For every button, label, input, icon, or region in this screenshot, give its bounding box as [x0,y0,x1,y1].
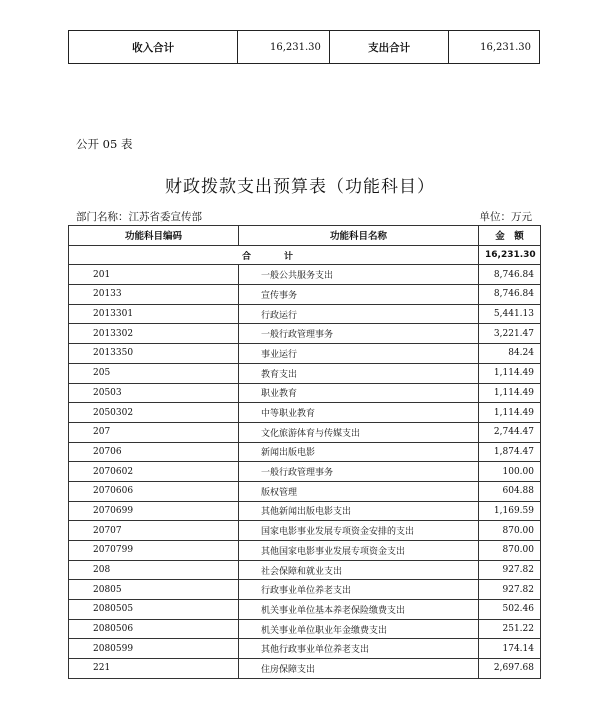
table-row [69,422,541,442]
total-label: 合 计 [69,245,479,265]
row-amount: 927.82 [479,560,541,580]
row-amount: 8,746.84 [479,265,541,285]
row-code: 207 [69,422,239,442]
row-name: 其他行政事业单位养老支出 [239,639,479,659]
row-code: 2013301 [69,304,239,324]
row-code: 20805 [69,580,239,600]
row-amount: 174.14 [479,639,541,659]
table-row [69,442,541,462]
row-code: 20706 [69,442,239,462]
row-name: 一般行政管理事务 [239,324,479,344]
total-amount: 16,231.30 [479,245,541,265]
row-name: 行政事业单位养老支出 [239,580,479,600]
row-code: 2080506 [69,619,239,639]
row-amount: 2,744.47 [479,422,541,442]
table-row [69,344,541,364]
header-name: 功能科目名称 [239,226,479,246]
summary-table [68,30,540,64]
table-row [69,600,541,620]
row-code: 20707 [69,521,239,541]
row-amount: 3,221.47 [479,324,541,344]
row-code: 2070699 [69,501,239,521]
row-name: 一般行政管理事务 [239,462,479,482]
row-amount: 5,441.13 [479,304,541,324]
table-row [69,619,541,639]
table-row [69,501,541,521]
row-amount: 1,114.49 [479,363,541,383]
row-code: 201 [69,265,239,285]
row-amount: 1,114.49 [479,383,541,403]
row-name: 其他新闻出版电影支出 [239,501,479,521]
expense-total-label: 支出合计 [330,31,449,63]
row-name: 版权管理 [239,481,479,501]
row-name: 宣传事务 [239,285,479,305]
table-row [69,639,541,659]
row-code: 20503 [69,383,239,403]
expense-total-value: 16,231.30 [480,41,531,53]
row-name: 国家电影事业发展专项资金安排的支出 [239,521,479,541]
table-row [69,462,541,482]
unit-label: 单位：万元 [479,211,532,223]
table-row [69,383,541,403]
row-code: 2080505 [69,600,239,620]
row-amount: 251.22 [479,619,541,639]
row-amount: 502.46 [479,600,541,620]
row-name: 社会保障和就业支出 [239,560,479,580]
table-row [69,560,541,580]
total-row [69,245,541,265]
table-row [69,363,541,383]
row-amount: 1,169.59 [479,501,541,521]
row-name: 机关事业单位职业年金缴费支出 [239,619,479,639]
table-row [69,521,541,541]
row-name: 住房保障支出 [239,659,479,679]
row-code: 2013350 [69,344,239,364]
table-row [69,265,541,285]
row-name: 职业教育 [239,383,479,403]
row-name: 教育支出 [239,363,479,383]
income-total-value: 16,231.30 [238,31,330,63]
page-title: 财政拨款支出预算表（功能科目） [165,177,435,197]
header-code: 功能科目编码 [69,226,239,246]
row-name: 一般公共服务支出 [239,265,479,285]
row-code: 20133 [69,285,239,305]
row-amount: 927.82 [479,580,541,600]
table-row [69,324,541,344]
table-row [69,285,541,305]
table-row [69,481,541,501]
row-amount: 2,697.68 [479,659,541,679]
header-row [69,226,541,246]
row-code: 2050302 [69,403,239,423]
income-total-label: 收入合计 [69,31,238,63]
row-code: 2070799 [69,541,239,561]
row-code: 2013302 [69,324,239,344]
row-code: 208 [69,560,239,580]
header-amount: 金 额 [479,226,541,246]
table-code: 公开 05 表 [76,137,133,151]
row-code: 2080599 [69,639,239,659]
row-code: 221 [69,659,239,679]
table-row [69,580,541,600]
row-amount: 8,746.84 [479,285,541,305]
department-name: 部门名称：江苏省委宣传部 [76,211,202,223]
row-code: 2070602 [69,462,239,482]
row-name: 文化旅游体育与传媒支出 [239,422,479,442]
row-amount: 870.00 [479,541,541,561]
row-name: 中等职业教育 [239,403,479,423]
row-amount: 84.24 [479,344,541,364]
row-code: 205 [69,363,239,383]
table-row [69,659,541,679]
row-name: 其他国家电影事业发展专项资金支出 [239,541,479,561]
row-amount: 870.00 [479,521,541,541]
row-name: 行政运行 [239,304,479,324]
row-code: 2070606 [69,481,239,501]
row-name: 事业运行 [239,344,479,364]
row-amount: 604.88 [479,481,541,501]
row-amount: 1,114.49 [479,403,541,423]
budget-table [68,225,541,679]
table-row [69,304,541,324]
row-amount: 1,874.47 [479,442,541,462]
row-name: 机关事业单位基本养老保险缴费支出 [239,600,479,620]
row-name: 新闻出版电影 [239,442,479,462]
row-amount: 100.00 [479,462,541,482]
table-row [69,403,541,423]
table-row [69,541,541,561]
